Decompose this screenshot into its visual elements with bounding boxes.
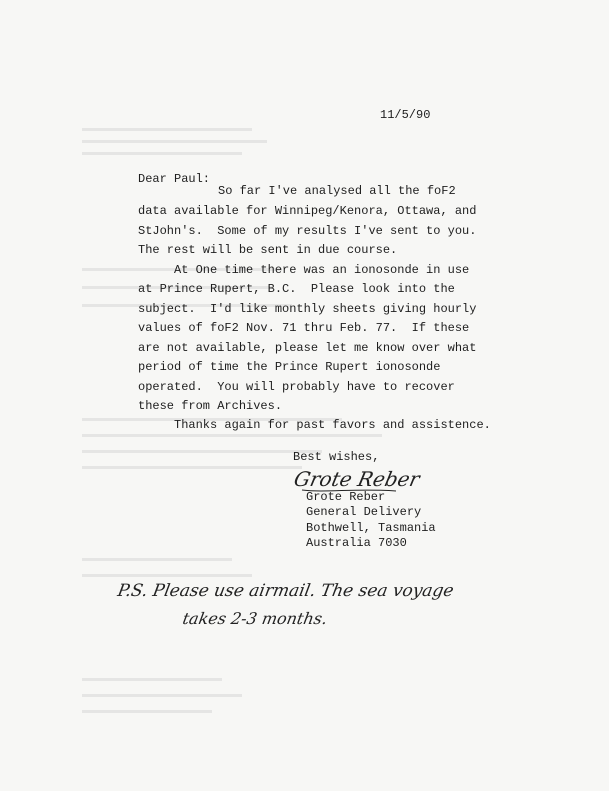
body-line-2: data available for Winnipeg/Kenora, Ottawa, and [138, 204, 477, 218]
body-line-13: Thanks again for past favors and assistence. [174, 418, 491, 432]
postscript-line-1: P.S. Please use airmail. The sea voyage [115, 581, 456, 601]
body-line-7: subject. I'd like monthly sheets giving hourly [138, 302, 477, 316]
body-line-11: operated. You will probably have to recover [138, 380, 455, 394]
postscript-drawing [115, 578, 480, 633]
body-line-10: period of time the Prince Rupert ionosonde [138, 360, 441, 374]
address-line-3: Australia 7030 [306, 536, 407, 550]
signature-text: Grote Reber [291, 467, 422, 491]
body-line-3: StJohn's. Some of my results I've sent to you. [138, 224, 477, 238]
address-name: Grote Reber [306, 490, 386, 504]
body-line-6: at Prince Rupert, B.C. Please look into the [138, 282, 455, 296]
body-line-1: So far I've analysed all the foF2 [218, 184, 456, 198]
body-line-5: At One time there was an ionosonde in use [174, 263, 470, 277]
handwritten-postscript [115, 578, 480, 633]
postscript-line-2: takes 2-3 months. [181, 609, 329, 628]
body-line-8: values of foF2 Nov. 71 thru Feb. 77. If these [138, 321, 470, 335]
address-line-1: General Delivery [306, 505, 422, 519]
address-line-2: Bothwell, Tasmania [306, 521, 436, 535]
closing: Best wishes, [293, 450, 380, 464]
salutation: Dear Paul: [138, 172, 211, 186]
body-line-12: these from Archives. [138, 399, 283, 413]
letter-date: 11/5/90 [380, 108, 431, 122]
body-line-9: are not available, please let me know over what [138, 341, 477, 355]
body-line-4: The rest will be sent in due course. [138, 243, 398, 257]
